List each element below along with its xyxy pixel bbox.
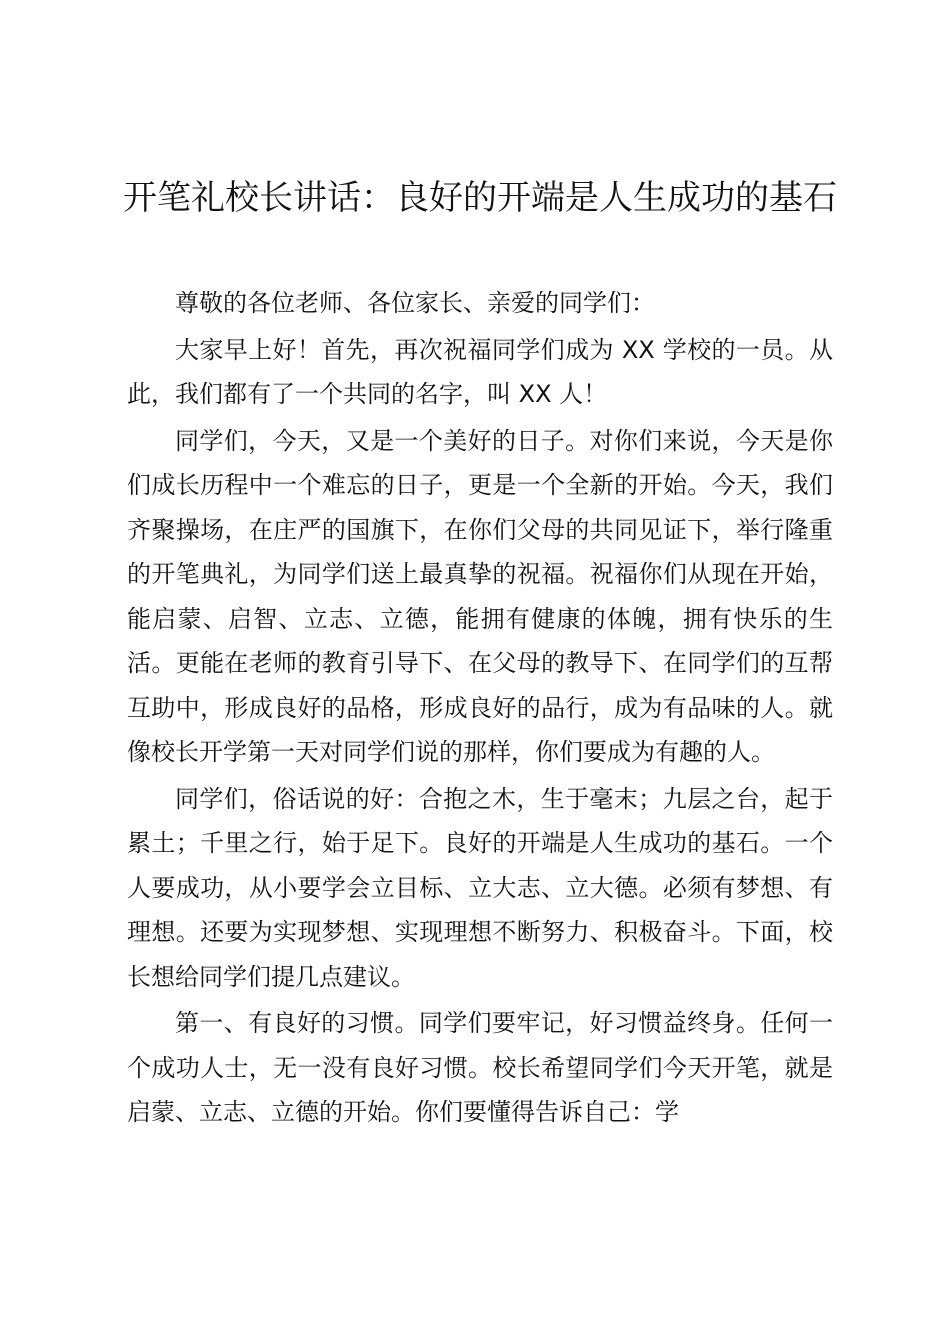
body-paragraph: 同学们，今天，又是一个美好的日子。对你们来说，今天是你们成长历程中一个难忘的日子，更是一个全新的开始。今天，我们齐聚操场，在庄严的国旗下，在你们父母的共同见证下，举行隆重的开笔典礼，为同学们送上最真挚的祝福。祝福你们从现在开始，能启蒙、启智、立志、立德，能拥有健康的体魄，拥有快乐的生活。更能在老师的教育引导下、在父母的教导下、在同学们的互帮互助中，形成良好的品格，形成良好的品行，成为有品味的人。就像校长开学第一天对同学们说的那样，你们要成为有趣的人。 (127, 426, 833, 766)
body-paragraph: 第一、有良好的习惯。同学们要牢记，好习惯益终身。任何一个成功人士，无一没有良好习惯。校长希望同学们今天开笔，就是启蒙、立志、立德的开始。你们要懂得告诉自己：学 (127, 1009, 833, 1126)
document-title: 开笔礼校长讲话：良好的开端是人生成功的基石 (123, 178, 837, 218)
salutation-paragraph: 尊敬的各位老师、各位家长、亲爱的同学们： (175, 289, 655, 317)
greeting-paragraph: 大家早上好！首先，再次祝福同学们成为 XX 学校的一员。从此，我们都有了一个共同的名字，叫 XX 人！ (127, 335, 833, 408)
body-paragraph: 同学们，俗话说的好：合抱之木，生于毫末；九层之台，起于累土；千里之行，始于足下。良好的开端是人生成功的基石。一个人要成功，从小要学会立目标、立大志、立大德。必须有梦想、有理想。还要为实现梦想、实现理想不断努力、积极奋斗。下面，校长想给同学们提几点建议。 (127, 784, 833, 991)
document-body (127, 281, 833, 1137)
